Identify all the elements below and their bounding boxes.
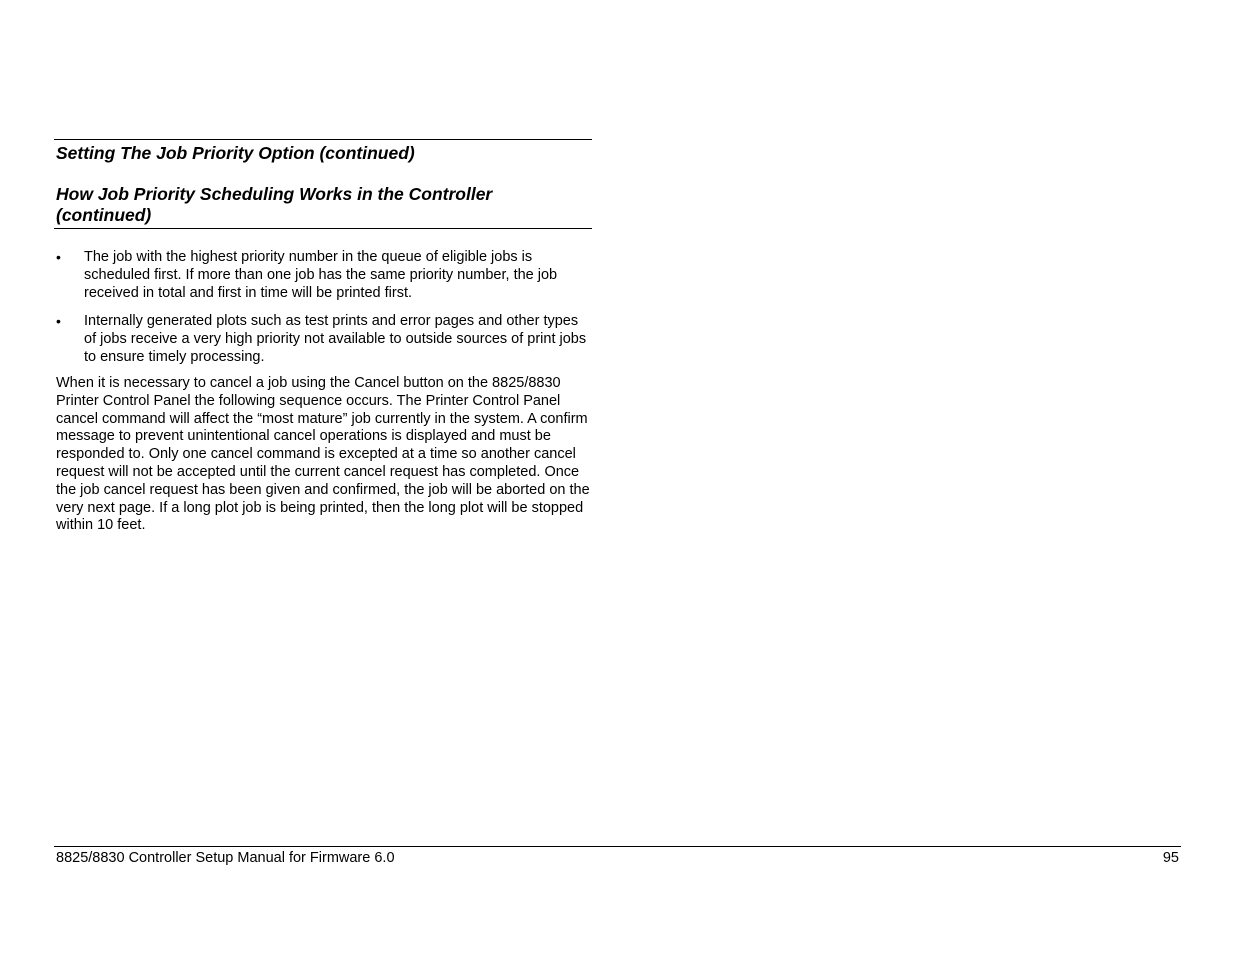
section-subtitle: How Job Priority Scheduling Works in the Controller (continued) bbox=[56, 184, 493, 225]
list-item bbox=[56, 248, 592, 302]
section-header bbox=[54, 139, 592, 229]
list-item-text: The job with the highest priority number in the queue of eligible jobs is scheduled first. If more than one job has the same priority number, the job received in total and first in time will be printed first. bbox=[84, 249, 558, 301]
bullet-list bbox=[56, 248, 592, 376]
body-paragraph: When it is necessary to cancel a job using the Cancel button on the 8825/8830 Printer Control Panel the following sequence occurs. The Printer Control Panel cancel command will affect the “most mature” job currently in the system. A confirm message to prevent unintentional cancel operations is displayed and must be responded to. Only one cancel command is excepted at a time so another cancel request will not be accepted until the current cancel request has completed. Once the job cancel request has been given and confirmed, the job will be aborted on the very next page. If a long plot job is being printed, then the long plot will be stopped within 10 feet. bbox=[56, 375, 590, 534]
footer-manual-title: 8825/8830 Controller Setup Manual for Firmware 6.0 bbox=[56, 850, 395, 866]
list-item bbox=[56, 312, 592, 366]
page-number: 95 bbox=[1162, 850, 1179, 866]
section-title: Setting The Job Priority Option (continued) bbox=[56, 143, 415, 163]
page-footer bbox=[54, 846, 1181, 866]
bullet-icon: • bbox=[56, 249, 61, 265]
list-item-text: Internally generated plots such as test prints and error pages and other types of jobs receive a very high priority not available to outside sources of print jobs to ensure timely processing. bbox=[84, 313, 587, 365]
bullet-icon: • bbox=[56, 313, 61, 329]
